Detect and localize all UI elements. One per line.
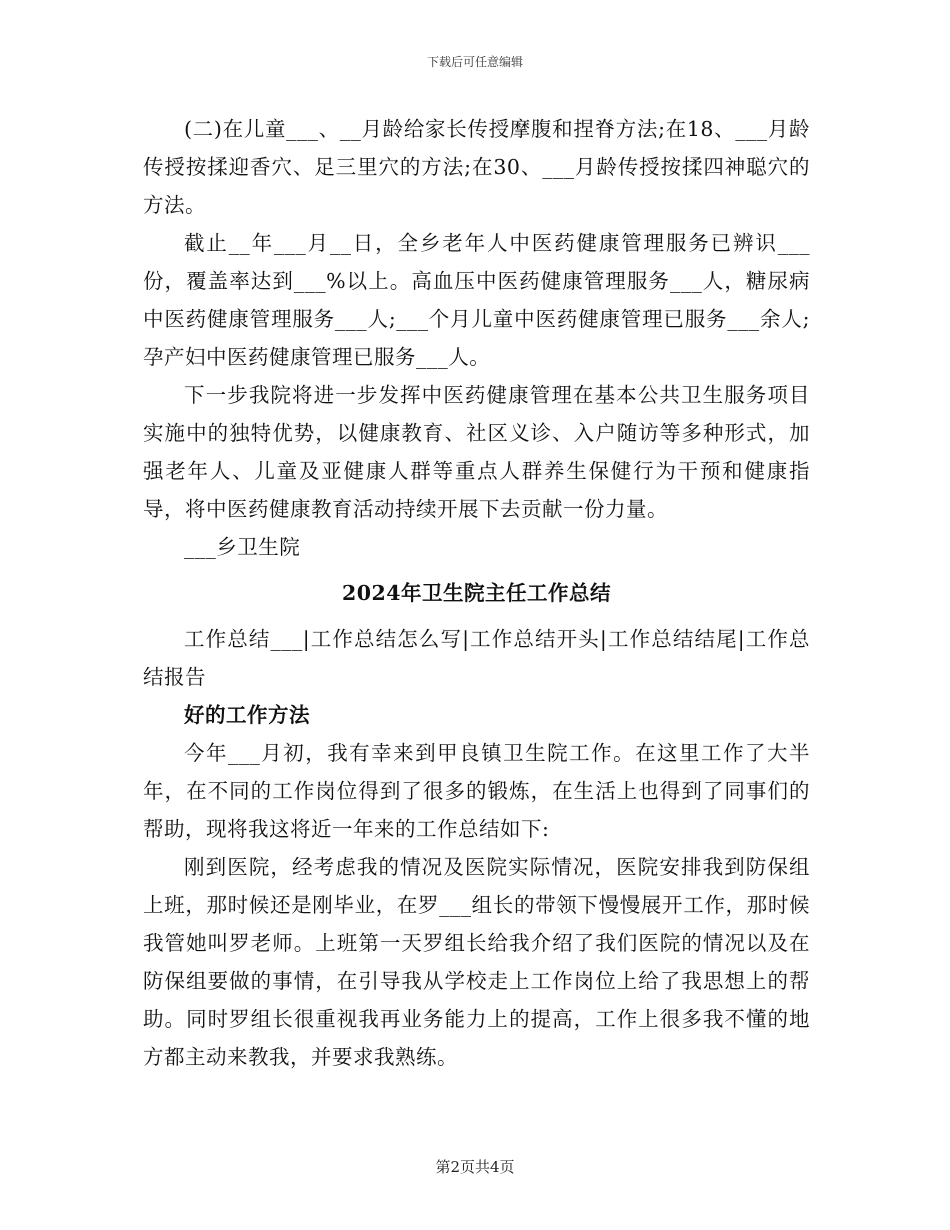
document-body (143, 110, 810, 1076)
paragraph-next-steps: 下一步我院将进一步发挥中医药健康管理在基本公共卫生服务项目实施中的独特优势，以健康教育、社区义诊、入户随访等多种形式，加强老年人、儿童及亚健康人群等重点人群养生保健行为干预和健康指导，将中医药健康教育活动持续开展下去贡献一份力量。 (143, 383, 810, 521)
section-subheading: 好的工作方法 (184, 703, 310, 727)
page-number: 第2页共4页 (435, 1158, 515, 1176)
signature-line: ___乡卫生院 (184, 535, 301, 559)
header-note: 下载后可任意编辑 (426, 55, 523, 69)
paragraph-experience: 刚到医院，经考虑我的情况及医院实际情况，医院安排我到防保组上班，那时候还是刚毕业，在罗___组长的带领下慢慢展开工作，那时候我管她叫罗老师。上班第一天罗组长给我介绍了我们医院的情况以及在防保组要做的事情，在引导我从学校走上工作岗位上给了我思想上的帮助。同时罗组长很重视我再业务能力上的提高，工作上很多我不懂的地方都主动来教我，并要求我熟练。 (143, 855, 810, 1069)
paragraph-children-massage: (二)在儿童___、__月龄给家长传授摩腹和捏脊方法;在18、___月龄传授按揉迎香穴、足三里穴的方法;在30、___月龄传授按揉四神聪穴的方法。 (143, 117, 810, 217)
document-title: 2024年卫生院主任工作总结 (341, 581, 612, 605)
related-links-line: 工作总结___|工作总结怎么写|工作总结开头|工作总结结尾|工作总结报告 (143, 627, 810, 689)
paragraph-intro: 今年___月初，我有幸来到甲良镇卫生院工作。在这里工作了大半年，在不同的工作岗位得到了很多的锻炼，在生活上也得到了同事们的帮助，现将我这将近一年来的工作总结如下: (143, 741, 810, 841)
paragraph-statistics: 截止__年___月__日，全乡老年人中医药健康管理服务已辨识___份，覆盖率达到___%以上。高血压中医药健康管理服务___人，糖尿病中医药健康管理服务___人;___个月儿童中医药健康管理已服务___余人;孕产妇中医药健康管理已服务___人。 (143, 231, 810, 369)
